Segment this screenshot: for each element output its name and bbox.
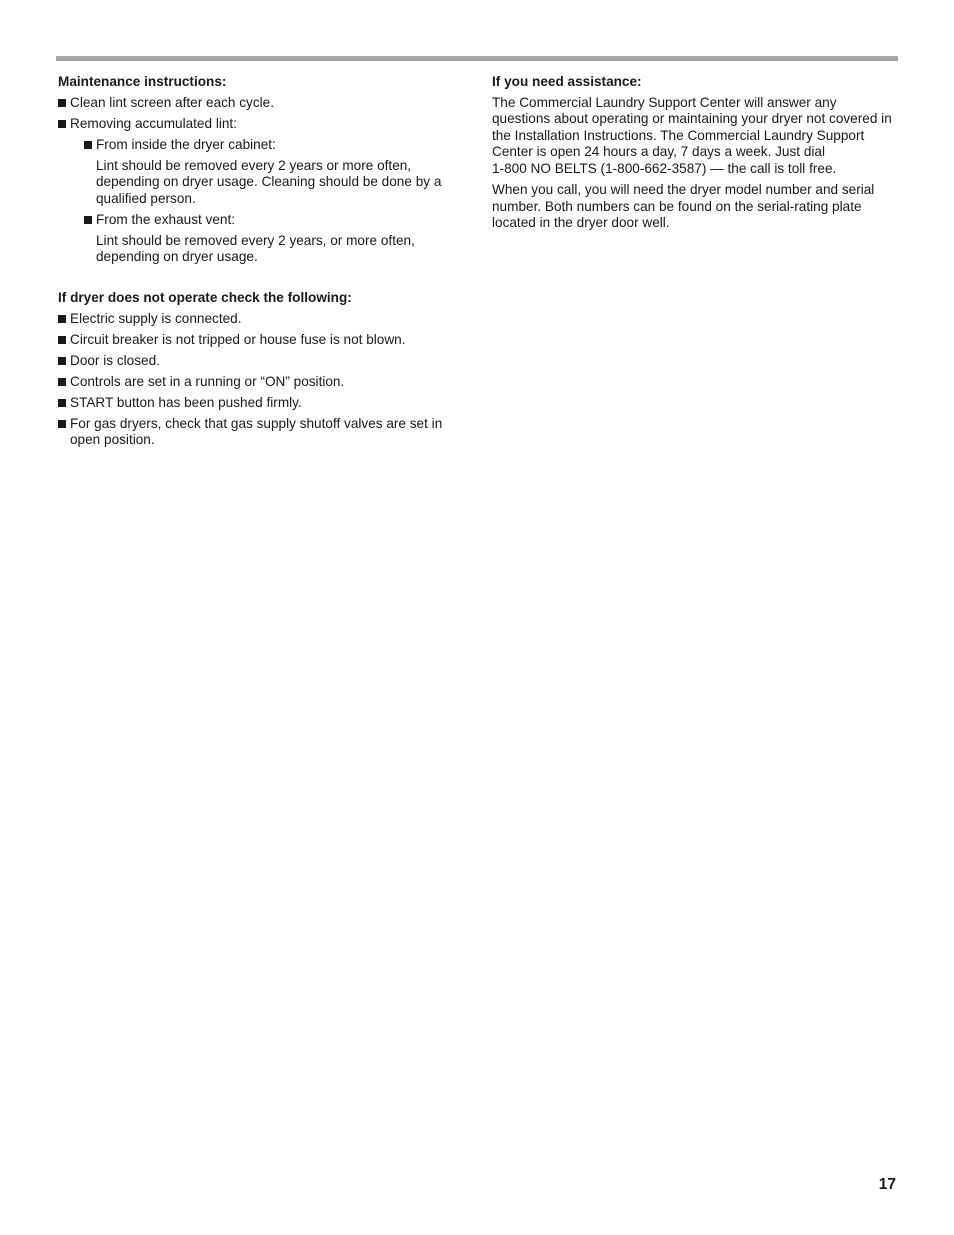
list-item-text: Door is closed. [70, 352, 160, 368]
list-item [58, 353, 458, 370]
list-item-text: Removing accumulated lint: [70, 115, 237, 131]
sub-item-text: Lint should be removed every 2 years or more often, depending on dryer usage. Cleaning should be done by a qualified person. [96, 157, 442, 206]
list-item-text: Controls are set in a running or “ON” position. [70, 373, 345, 389]
list-item-text: Clean lint screen after each cycle. [70, 94, 275, 110]
square-bullet-icon [58, 399, 66, 407]
square-bullet-icon [58, 336, 66, 344]
assistance-heading: If you need assistance: [492, 74, 642, 89]
sub-item-label: From the exhaust vent: [96, 211, 236, 227]
sub-item-text: Lint should be removed every 2 years, or more often, depending on dryer usage. [96, 232, 415, 265]
maintenance-heading: Maintenance instructions: [58, 74, 227, 89]
sub-list-item [70, 212, 458, 266]
list-item [58, 416, 458, 449]
list-item-text: Electric supply is connected. [70, 310, 242, 326]
square-bullet-icon [58, 357, 66, 365]
phone-line: 1-800 NO BELTS (1-800-662-3587) — the call is toll free. [492, 160, 837, 176]
square-bullet-icon [58, 99, 66, 107]
list-item [58, 311, 458, 328]
list-item-text: START button has been pushed firmly. [70, 394, 302, 410]
maintenance-list [58, 95, 458, 266]
sub-list-item [70, 137, 458, 208]
list-item [58, 95, 458, 112]
square-bullet-icon [84, 141, 92, 149]
right-column [492, 74, 897, 236]
list-item [58, 374, 458, 391]
square-bullet-icon [58, 378, 66, 386]
square-bullet-icon [58, 315, 66, 323]
lint-removal-sublist [70, 137, 458, 266]
sub-item-label: From inside the dryer cabinet: [96, 136, 276, 152]
model-number-paragraph: When you call, you will need the dryer model number and serial number. Both numbers can be found on the serial-rating plate located in the dryer door well. [492, 181, 875, 231]
list-item [58, 116, 458, 266]
list-item [58, 332, 458, 349]
square-bullet-icon [84, 216, 92, 224]
list-item-text: For gas dryers, check that gas supply shutoff valves are set in open position. [70, 415, 443, 448]
assistance-text: The Commercial Laundry Support Center will answer any questions about operating or maintaining your dryer not covered in the Installation Instructions. The Commercial Laundry Support Center is open 24 hours a day, 7 days a week. Just dial [492, 94, 892, 160]
assistance-paragraph [492, 95, 897, 178]
left-column [58, 74, 458, 453]
checklist-list [58, 311, 458, 449]
square-bullet-icon [58, 120, 66, 128]
top-rule [56, 56, 898, 61]
checklist-heading: If dryer does not operate check the following: [58, 290, 352, 306]
list-item [58, 395, 458, 412]
square-bullet-icon [58, 420, 66, 428]
page-number: 17 [878, 1176, 896, 1193]
list-item-text: Circuit breaker is not tripped or house fuse is not blown. [70, 331, 406, 347]
